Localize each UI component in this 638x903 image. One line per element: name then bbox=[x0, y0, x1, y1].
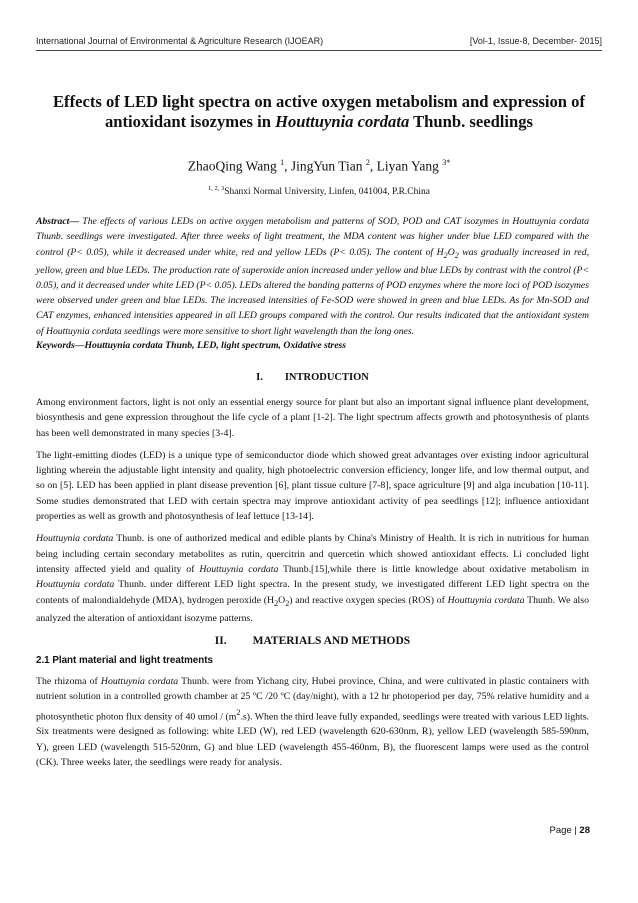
section-heading-materials: II. MATERIALS AND METHODS bbox=[214, 635, 411, 648]
journal-name: International Journal of Environmental & Agriculture Research (IJOEAR) bbox=[36, 36, 324, 46]
affiliation: $^{1, 2, 3}$Shanxi Normal University, Linfen, 041004, P.R.China bbox=[208, 185, 430, 198]
author-1: ZhaoQing Wang bbox=[187, 158, 277, 174]
abstract-label: Abstract— bbox=[36, 216, 80, 227]
running-header bbox=[36, 36, 602, 52]
abstract: Abstract— The effects of various LEDs on active oxygen metabolism and patterns of SOD, POD and CAT isozymes in Houttuynia cordata Thunb. seedlings were investigated. After three weeks of light treatment, the MDA content was higher under blue LED compared with the control (P< 0.05), while it decreased under white, red and yellow LEDs (P< 0.05). The content of $H_2O_2$ was gradually increased in red, yellow, green and blue LEDs. The production rate of superoxide anion increased under yellow and blue LEDs by contrast with the control (P< 0.05), and it decreased under white LED (P< 0.05). LEDs altered the banding patterns of POD enzymes where the more loci of POD isozymes were observed under green and blue LEDs. The increased intensities of Fe-SOD were showed in green and blue LEDs. As for Mn-SOD and CAT enzymes, enhanced intensities appeared in all LED groups compared with the control. Our results indicated that the antioxidant system of Houttuynia cordata seedlings were more sensitive to short light wavelength than the long ones. bbox=[36, 216, 590, 337]
intro-paragraph-2: The light-emitting diodes (LED) is a unique type of semiconductor diode which showed great advantages over existing indoor agricultural lighting wherein the adjustable light intensity and quality, high photoelectric conversion efficiency, longer life, and low thermal output, and so on [5]. LED has been applied in plant disease prevention [6], plant tissue culture [7-8], space agriculture [9] and alga incubation [10-11]. Some studies demonstrated that LED with certain spectra may improve antioxidant activity of pea seedlings [12]; influence antioxidant properties as well as growth and photosynthesis of leaf lettuce [13-14]. bbox=[36, 449, 589, 523]
paper-title: Effects of LED light spectra on active oxygen metabolism and expression of antioxidant isozymes in Houttuynia cordata Thunb. seedlings bbox=[52, 92, 586, 131]
title-species: Houttuynia cordata bbox=[275, 112, 410, 131]
subsection-heading-2-1: 2.1 Plant material and light treatments bbox=[36, 655, 213, 667]
keywords: Keywords—Houttuynia cordata Thunb, LED, light spectrum, Oxidative stress bbox=[36, 339, 347, 351]
intro-paragraph-1: Among environment factors, light is not only an essential energy source for plant but also an important signal influence plant development, biosynthesis and gene expression throughout the life cycle of a plant [1-2]. The light spectrum affects growth and photosynthesis of plants has been well demonstrated in many species [3-4]. bbox=[36, 396, 589, 439]
author-2: JingYun Tian bbox=[290, 158, 363, 174]
paper-body bbox=[36, 214, 589, 777]
intro-paragraph-3: Houttuynia cordata Thunb. is one of authorized medical and edible plants by China's Ministry of Health. It is rich in nutritious for human being including certain secondary metabolites as rutin, quercitrin and quercetin which showed antioxidant effects. Li concluded light intensity affected yield and quality of Houttuynia cordata Thunb.[15],while there is little knowledge about oxidative metabolism in Houttuynia cordata Thunb. under different LED light spectra. In the present study, we investigated different LED light spectra on the contents of malondialdehyde (MDA), hydrogen peroxide $(H_2O_2)$ and reactive oxygen species (ROS) of Houttuynia cordata Thunb. We also analyzed the alteration of antioxidant isozyme patterns. bbox=[36, 533, 589, 624]
page-number: 28 bbox=[579, 825, 590, 836]
page-footer: Page | 28 bbox=[549, 825, 590, 836]
author-3: Liyan Yang bbox=[376, 158, 439, 174]
author-list: ZhaoQing Wang $^1$, JingYun Tian $^2$, Liyan Yang $^{3*}$ bbox=[187, 158, 451, 174]
issue-info: [Vol-1, Issue-8, December- 2015] bbox=[469, 36, 602, 46]
header-rule bbox=[36, 50, 602, 51]
section-heading-introduction: I. INTRODUCTION bbox=[256, 371, 369, 383]
methods-paragraph-1: The rhizoma of Houttuynia cordata Thunb. were from Yichang city, Hubei province, China, and were cultivated in plastic containers with nutrient solution in a controlled growth chamber at 25 ºC /20 ºC (day/night), with a 12 hr photoperiod per day, 75% relative humidity and a photosynthetic photon flux density of 40 umol / $(m^2.s)$. When the third leave fully expanded, seedlings were treated with various LED lights. Six treatments were designed as following: white LED (W), red LED (wavelength 620-630nm, R), yellow LED (wavelength 585-590nm, Y), green LED (wavelength 515-520nm, G) and blue LED (wavelength 455-460nm, B), the fluorescent lamps were used as the control (CK). Three weeks later, the seedlings were ready for analysis. bbox=[36, 676, 590, 768]
